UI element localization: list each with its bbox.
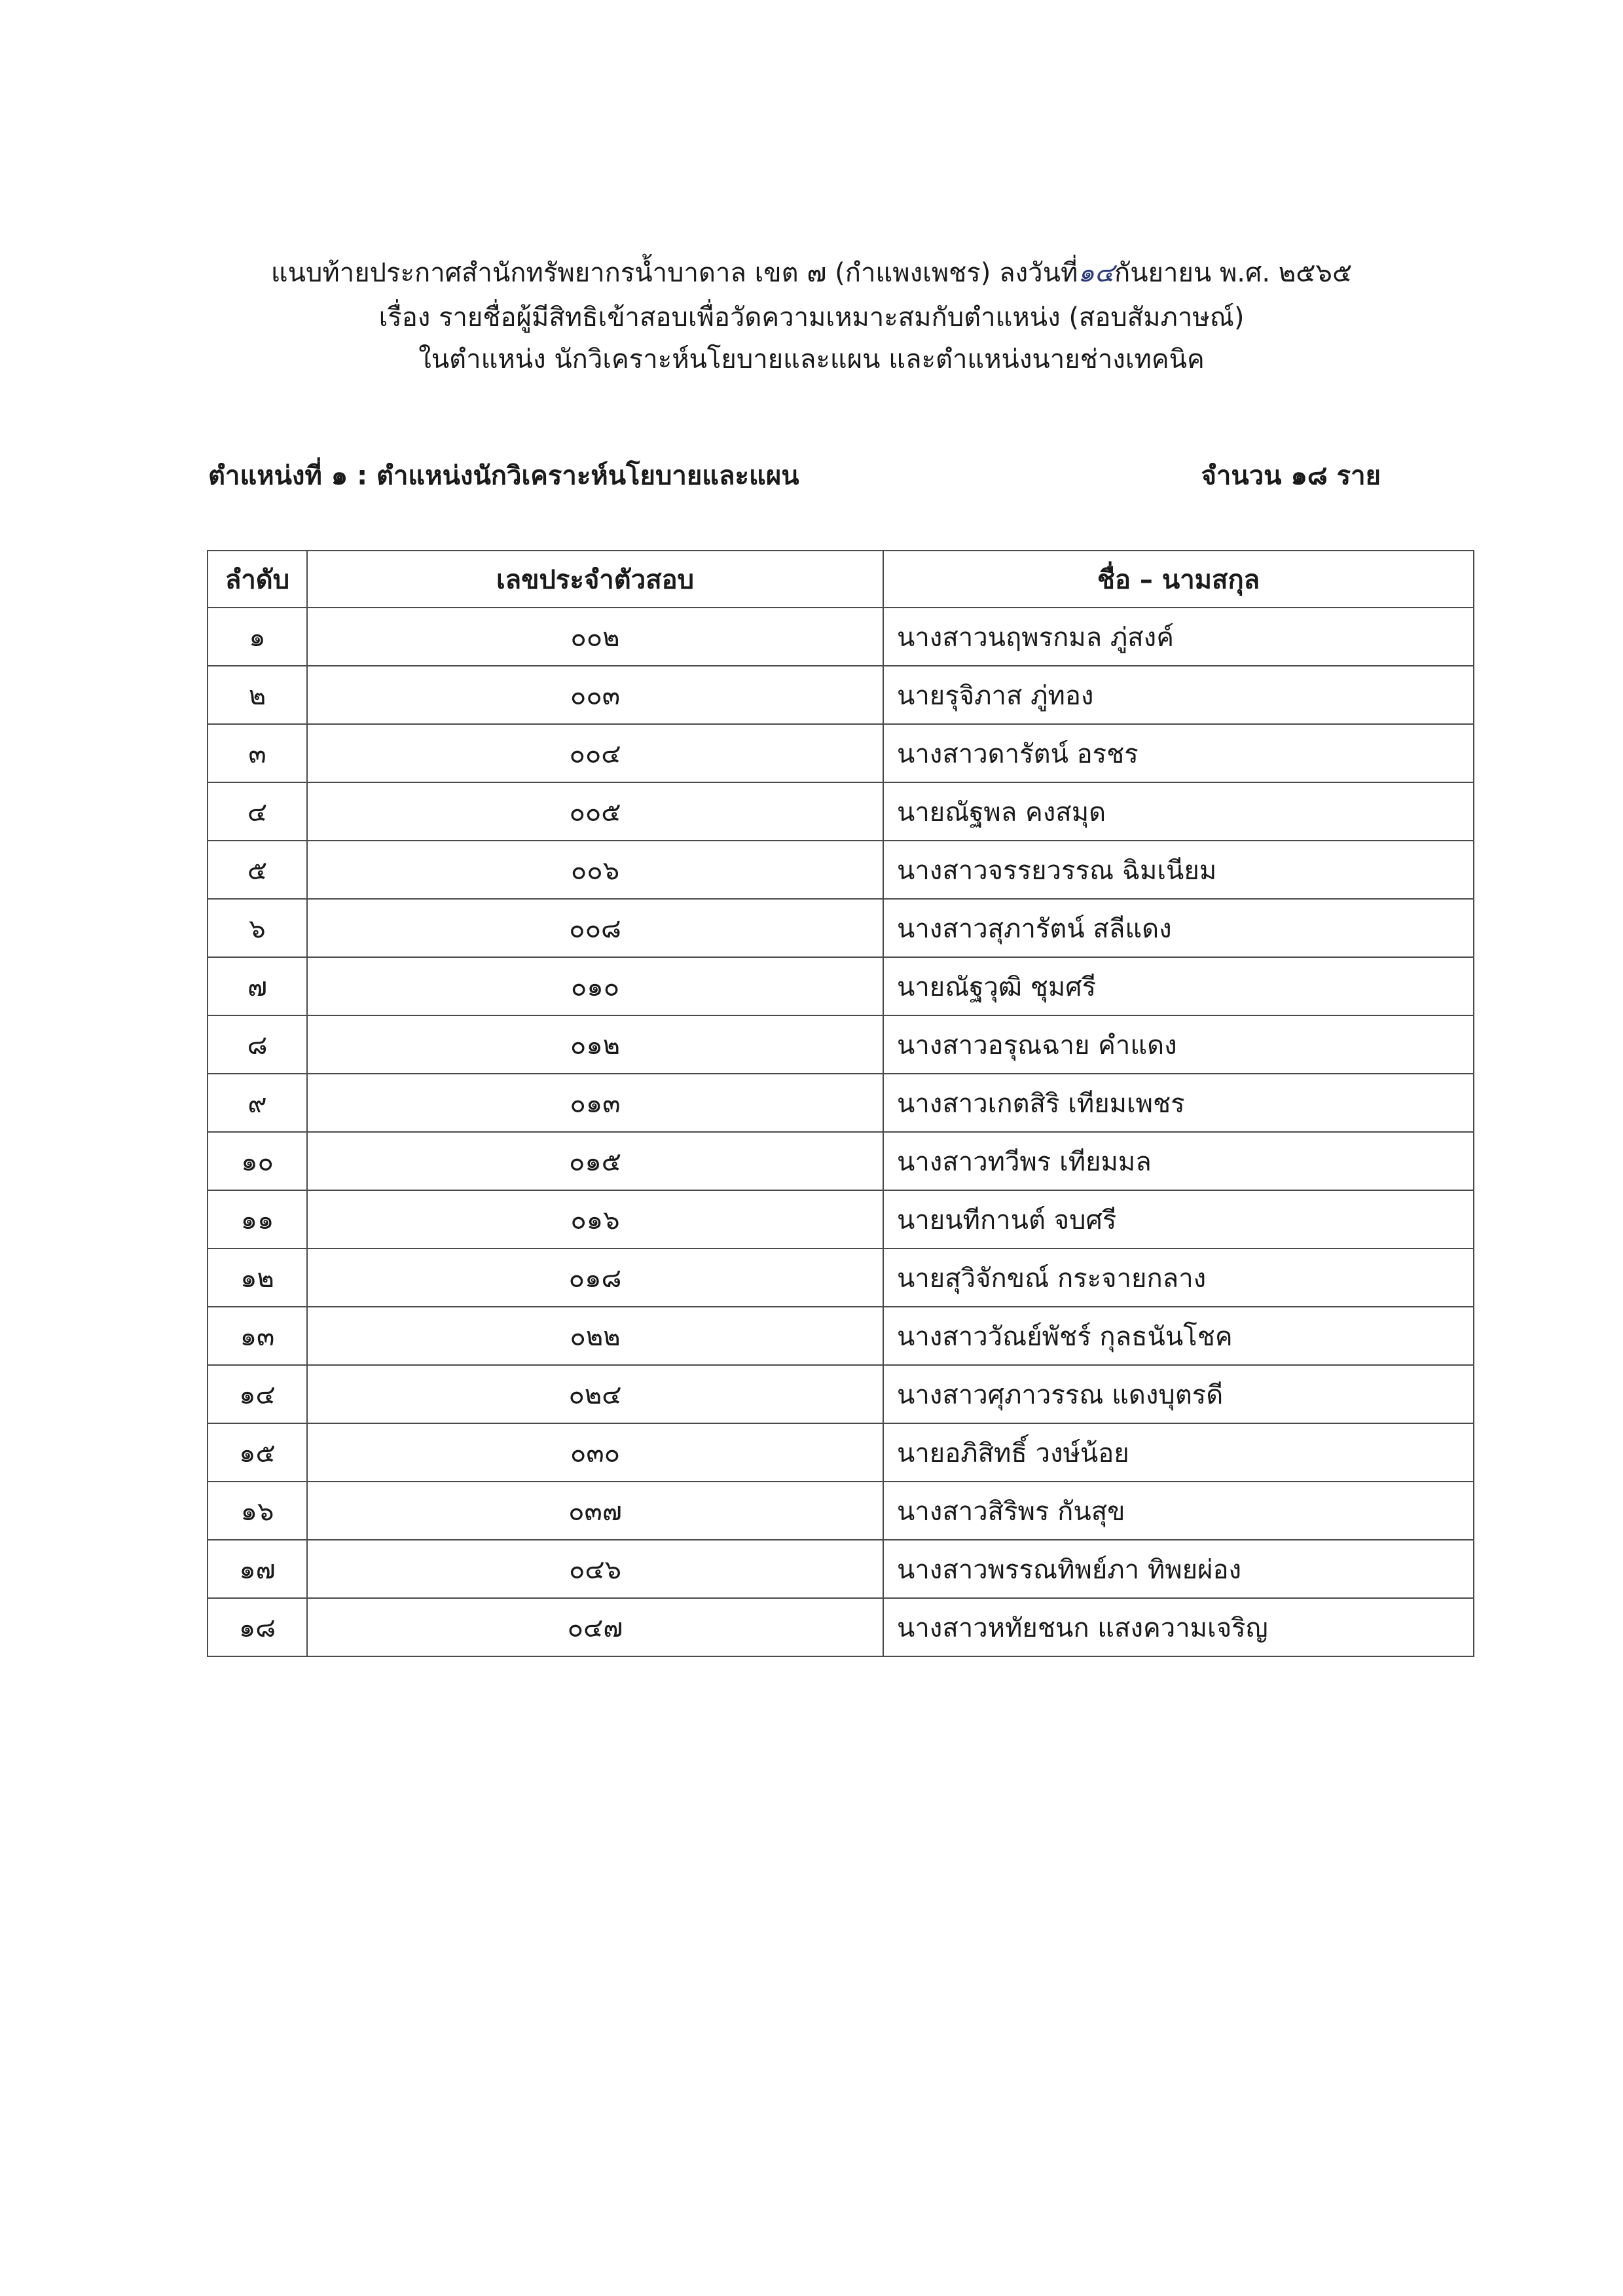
attachment-line	[0, 252, 1623, 294]
row-order: ๑๓	[208, 1307, 307, 1365]
row-order: ๕	[208, 841, 307, 899]
row-exam-id: ๐๑๘	[307, 1248, 883, 1307]
row-exam-id: ๐๔๖	[307, 1540, 883, 1598]
row-exam-id: ๐๑๒	[307, 1015, 883, 1074]
row-exam-id: ๐๑๓	[307, 1074, 883, 1132]
table-row	[208, 1365, 1474, 1423]
table-row	[208, 1540, 1474, 1598]
table-row	[208, 841, 1474, 899]
table-row	[208, 1598, 1474, 1656]
row-order: ๘	[208, 1015, 307, 1074]
row-full-name: นายนทีกานต์ จบศรี	[883, 1190, 1474, 1248]
position-heading: ตำแหน่งที่ ๑ : ตำแหน่งนักวิเคราะห์นโยบายและแผน	[208, 461, 799, 491]
row-full-name: นางสาวทวีพร เทียมมล	[883, 1132, 1474, 1190]
row-full-name: นายรุจิภาส ภู่ทอง	[883, 666, 1474, 724]
positions-line: ในตำแหน่ง นักวิเคราะห์นโยบายและแผน และตำแหน่งนายช่างเทคนิค	[418, 344, 1205, 374]
row-exam-id: ๐๓๐	[307, 1423, 883, 1482]
table-body	[208, 608, 1474, 1656]
row-full-name: นางสาวสิริพร กันสุข	[883, 1482, 1474, 1540]
row-full-name: นายณัฐวุฒิ ชุมศรี	[883, 957, 1474, 1015]
row-full-name: นางสาวเกตสิริ เทียมเพชร	[883, 1074, 1474, 1132]
row-full-name: นางสาวดารัตน์ อรชร	[883, 724, 1474, 782]
row-full-name: นางสาวพรรณทิพย์ภา ทิพยผ่อง	[883, 1540, 1474, 1598]
row-order: ๖	[208, 899, 307, 957]
table-row	[208, 608, 1474, 666]
table-header-row	[208, 551, 1474, 608]
row-exam-id: ๐๐๖	[307, 841, 883, 899]
row-exam-id: ๐๑๐	[307, 957, 883, 1015]
table-row	[208, 957, 1474, 1015]
header-full-name: ชื่อ – นามสกุล	[883, 551, 1474, 608]
table-row	[208, 782, 1474, 841]
row-full-name: นายณัฐพล คงสมุด	[883, 782, 1474, 841]
table-row	[208, 1248, 1474, 1307]
row-full-name: นายอภิสิทธิ์ วงษ์น้อย	[883, 1423, 1474, 1482]
row-exam-id: ๐๑๕	[307, 1132, 883, 1190]
row-order: ๑๒	[208, 1248, 307, 1307]
row-full-name: นางสาวจรรยวรรณ ฉิมเนียม	[883, 841, 1474, 899]
attachment-line-date: กันยายน พ.ศ. ๒๕๖๕	[1114, 258, 1353, 288]
row-full-name: นางสาวศุภาวรรณ แดงบุตรดี	[883, 1365, 1474, 1423]
table-row	[208, 1015, 1474, 1074]
row-order: ๑๔	[208, 1365, 307, 1423]
row-exam-id: ๐๒๒	[307, 1307, 883, 1365]
position-count: จำนวน ๑๘ ราย	[1201, 461, 1381, 491]
table-row	[208, 1190, 1474, 1248]
candidate-table	[207, 550, 1474, 1657]
row-exam-id: ๐๐๘	[307, 899, 883, 957]
header-exam-id: เลขประจำตัวสอบ	[307, 551, 883, 608]
row-order: ๑๖	[208, 1482, 307, 1540]
row-full-name: นางสาวนฤพรกมล ภู่สงค์	[883, 608, 1474, 666]
row-order: ๔	[208, 782, 307, 841]
row-order: ๑	[208, 608, 307, 666]
row-order: ๑๕	[208, 1423, 307, 1482]
row-exam-id: ๐๓๗	[307, 1482, 883, 1540]
table-row	[208, 1132, 1474, 1190]
row-order: ๑๑	[208, 1190, 307, 1248]
document-header	[0, 252, 1623, 380]
row-order: ๑๘	[208, 1598, 307, 1656]
header-order: ลำดับ	[208, 551, 307, 608]
table-row	[208, 724, 1474, 782]
row-exam-id: ๐๑๖	[307, 1190, 883, 1248]
row-exam-id: ๐๒๔	[307, 1365, 883, 1423]
handwritten-day: ๑๔	[1078, 258, 1114, 288]
row-exam-id: ๐๐๓	[307, 666, 883, 724]
table-row	[208, 1423, 1474, 1482]
subject-line: เรื่อง รายชื่อผู้มีสิทธิเข้าสอบเพื่อวัดความเหมาะสมกับตำแหน่ง (สอบสัมภาษณ์)	[378, 302, 1245, 333]
row-exam-id: ๐๔๗	[307, 1598, 883, 1656]
row-full-name: นายสุวิจักขณ์ กระจายกลาง	[883, 1248, 1474, 1307]
row-order: ๗	[208, 957, 307, 1015]
table-row	[208, 1482, 1474, 1540]
table-row	[208, 666, 1474, 724]
row-order: ๓	[208, 724, 307, 782]
row-full-name: นางสาววัณย์พัชร์ กุลธนันโชค	[883, 1307, 1474, 1365]
table-row	[208, 1074, 1474, 1132]
row-order: ๙	[208, 1074, 307, 1132]
row-exam-id: ๐๐๒	[307, 608, 883, 666]
row-full-name: นางสาวอรุณฉาย คำแดง	[883, 1015, 1474, 1074]
table-row	[208, 899, 1474, 957]
row-exam-id: ๐๐๕	[307, 782, 883, 841]
row-order: ๒	[208, 666, 307, 724]
row-full-name: นางสาวหทัยชนก แสงความเจริญ	[883, 1598, 1474, 1656]
attachment-line-text: แนบท้ายประกาศสำนักทรัพยากรน้ำบาดาล เขต ๗ (กำแพงเพชร) ลงวันที่	[270, 258, 1078, 288]
table-row	[208, 1307, 1474, 1365]
row-order: ๑๐	[208, 1132, 307, 1190]
row-full-name: นางสาวสุภารัตน์ สลีแดง	[883, 899, 1474, 957]
row-exam-id: ๐๐๔	[307, 724, 883, 782]
row-order: ๑๗	[208, 1540, 307, 1598]
